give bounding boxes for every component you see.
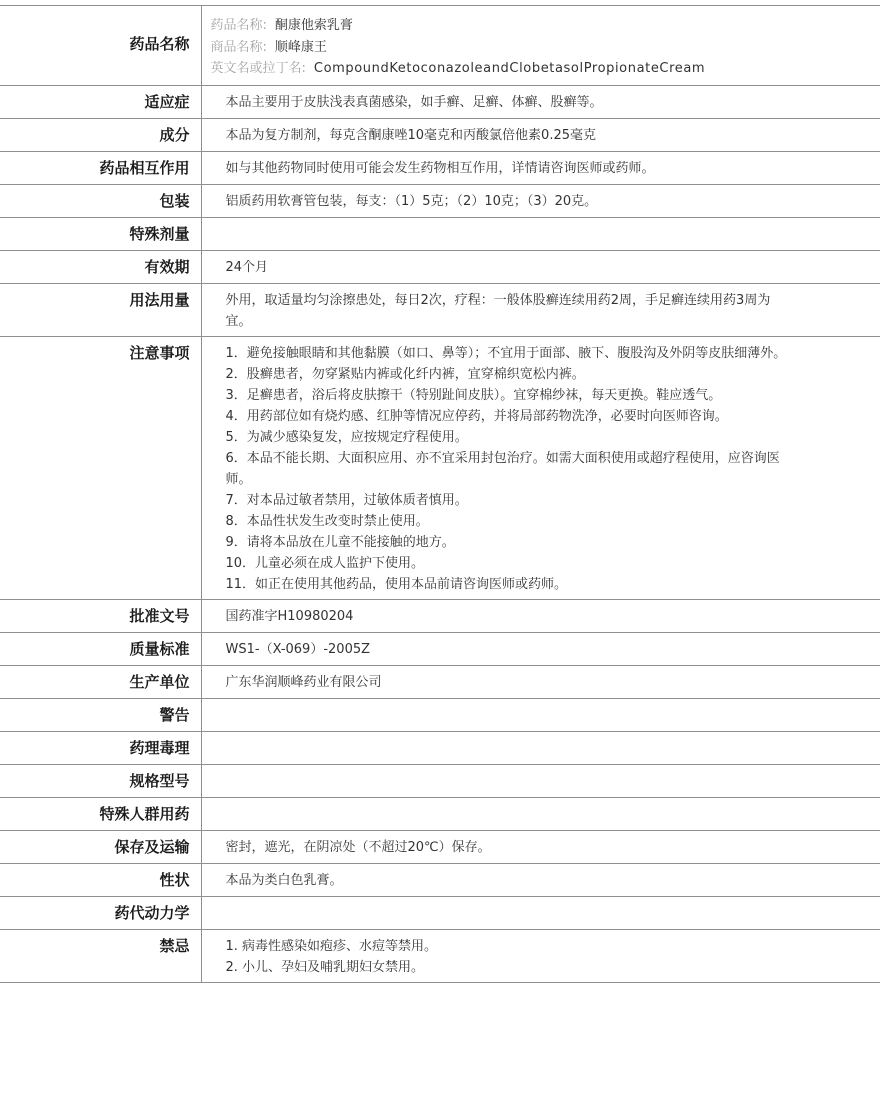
- row-value: 本品主要用于皮肤浅表真菌感染，如手癣、足癣、体癣、股癣等。: [201, 85, 880, 118]
- row-label: 药品相互作用: [0, 151, 201, 184]
- row-quality-standard: [0, 632, 880, 665]
- row-special-dosage: [0, 217, 880, 250]
- row-value: [201, 797, 880, 830]
- list-item: 2．股癣患者，勿穿紧贴内裤或化纤内裤，宜穿棉织宽松内裤。: [225, 366, 585, 382]
- row-label: 保存及运输: [0, 830, 201, 863]
- row-label: 性状: [0, 863, 201, 896]
- row-warnings: [0, 698, 880, 731]
- list-item: 8．本品性状发生改变时禁止使用。: [225, 513, 429, 529]
- list-item: 3．足癣患者，浴后将皮肤擦干（特别趾间皮肤）。宜穿棉纱袜，每天更换。鞋应透气。: [225, 387, 722, 403]
- list-item: 1. 病毒性感染如疱疹、水痘等禁用。: [225, 938, 438, 954]
- english-name-line: [211, 58, 871, 80]
- row-label: 特殊人群用药: [0, 797, 201, 830]
- row-label: 警告: [0, 698, 201, 731]
- row-special-populations: [0, 797, 880, 830]
- row-label: 药理毒理: [0, 731, 201, 764]
- row-value: [201, 217, 880, 250]
- list-item: 11．如正在使用其他药品，使用本品前请咨询医师或药师。: [225, 576, 568, 592]
- row-label: 禁忌: [0, 929, 201, 982]
- row-ingredients: [0, 118, 880, 151]
- row-label: 有效期: [0, 250, 201, 283]
- row-appearance: [0, 863, 880, 896]
- row-drug-name: [0, 6, 880, 86]
- row-value: [201, 731, 880, 764]
- row-value: 广东华润顺峰药业有限公司: [201, 665, 880, 698]
- row-label: 成分: [0, 118, 201, 151]
- row-label: 特殊剂量: [0, 217, 201, 250]
- row-label: 包装: [0, 184, 201, 217]
- list-item: 6．本品不能长期、大面积应用、亦不宜采用封包治疗。如需大面积使用或超疗程使用，应咨询医师。: [225, 450, 780, 487]
- row-value: 密封，遮光，在阴凉处（不超过20℃）保存。: [201, 830, 880, 863]
- row-pharmacokinetics: [0, 896, 880, 929]
- trade-name-value: 顺峰康王: [274, 39, 327, 55]
- row-value: 国药准字H10980204: [201, 599, 880, 632]
- row-pharmacology: [0, 731, 880, 764]
- row-dosage: [0, 283, 880, 336]
- generic-name-key: 药品名称:: [210, 18, 267, 33]
- row-label: 规格型号: [0, 764, 201, 797]
- trade-name-line: [211, 37, 871, 59]
- row-value: 本品为复方制剂，每克含酮康唑10毫克和丙酸氯倍他素0.25毫克: [201, 118, 880, 151]
- list-item: 1．避免接触眼睛和其他黏膜（如口、鼻等）；不宜用于面部、腋下、腹股沟及外阴等皮肤细薄外。: [225, 345, 787, 361]
- row-contraindications: [0, 929, 880, 982]
- row-value: [201, 698, 880, 731]
- row-value: 本品为类白色乳膏。: [201, 863, 880, 896]
- english-name-value: CompoundKetoconazoleandClobetasolPropionateCream: [313, 61, 706, 76]
- row-approval-number: [0, 599, 880, 632]
- row-indications: [0, 85, 880, 118]
- row-label: 用法用量: [0, 283, 201, 336]
- row-label: 药品名称: [0, 6, 201, 86]
- generic-name-value: 酮康他索乳膏: [274, 18, 353, 33]
- generic-name-line: [211, 15, 871, 37]
- contraindications-list: [201, 929, 880, 982]
- list-item: 9．请将本品放在儿童不能接触的地方。: [225, 534, 455, 550]
- drug-name-values: [201, 6, 880, 86]
- row-label: 药代动力学: [0, 896, 201, 929]
- row-precautions: [0, 336, 880, 599]
- row-value: WS1-（X-069）-2005Z: [201, 632, 880, 665]
- list-item: 5．为减少感染复发，应按规定疗程使用。: [225, 429, 468, 445]
- row-interactions: [0, 151, 880, 184]
- row-value: [201, 896, 880, 929]
- row-shelf-life: [0, 250, 880, 283]
- drug-info-table: [0, 5, 880, 983]
- row-packaging: [0, 184, 880, 217]
- row-value: 24个月: [201, 250, 880, 283]
- row-value: 外用，取适量均匀涂擦患处，每日2次，疗程：一般体股癣连续用药2周，手足癣连续用药3周为宜。: [201, 283, 880, 336]
- list-item: 2. 小儿、孕妇及哺乳期妇女禁用。: [225, 959, 425, 975]
- list-item: 10．儿童必须在成人监护下使用。: [225, 555, 425, 571]
- row-storage: [0, 830, 880, 863]
- row-label: 生产单位: [0, 665, 201, 698]
- precautions-list: [201, 336, 880, 599]
- row-value: [201, 764, 880, 797]
- row-label: 适应症: [0, 85, 201, 118]
- row-value: 铝质药用软膏管包装，每支：（1）5克；（2）10克；（3）20克。: [201, 184, 880, 217]
- row-manufacturer: [0, 665, 880, 698]
- row-specification: [0, 764, 880, 797]
- english-name-key: 英文名或拉丁名:: [210, 61, 306, 76]
- row-value: 如与其他药物同时使用可能会发生药物相互作用，详情请咨询医师或药师。: [201, 151, 880, 184]
- list-item: 4．用药部位如有烧灼感、红肿等情况应停药，并将局部药物洗净，必要时向医师咨询。: [225, 408, 728, 424]
- row-label: 质量标准: [0, 632, 201, 665]
- row-label: 注意事项: [0, 336, 201, 599]
- row-label: 批准文号: [0, 599, 201, 632]
- trade-name-key: 商品名称:: [210, 39, 267, 55]
- list-item: 7．对本品过敏者禁用，过敏体质者慎用。: [225, 492, 468, 508]
